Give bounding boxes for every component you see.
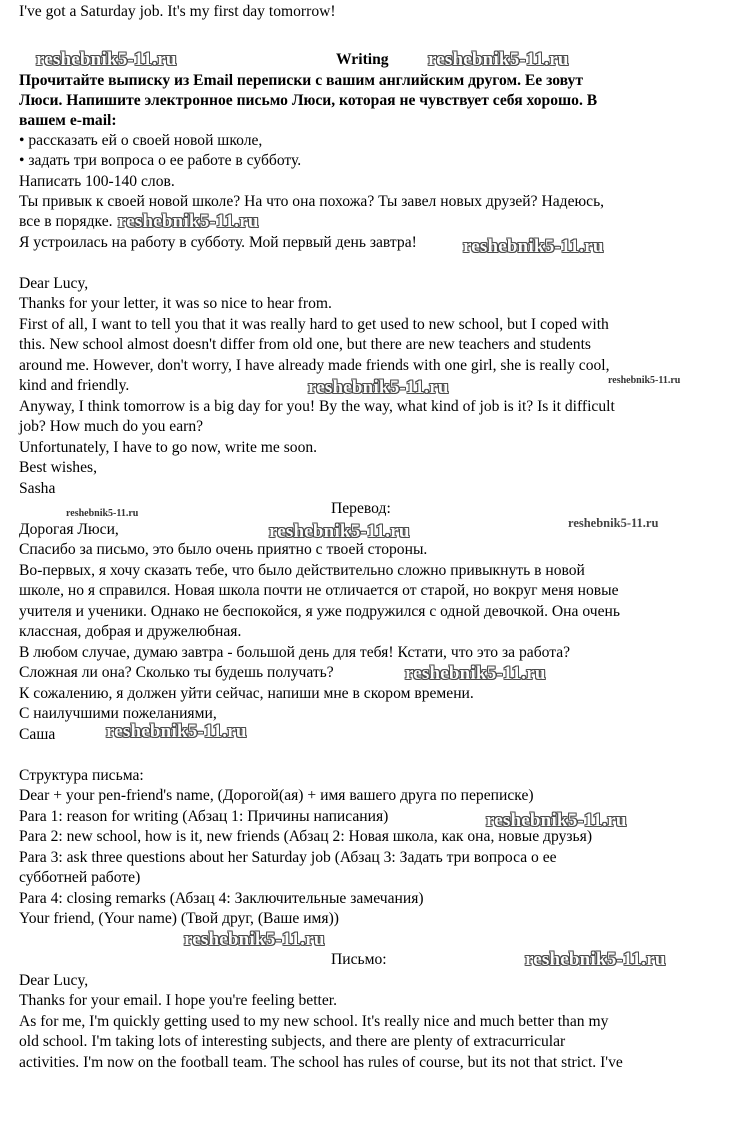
letter2-heading: Письмо: bbox=[331, 951, 387, 968]
task-bullet-2: • задать три вопроса о ее работе в субботу. bbox=[19, 152, 302, 169]
structure-line-1: Dear + your pen-friend's name, (Дорогой(ая) + имя вашего друга по переписке) bbox=[19, 787, 534, 804]
task-line-2: Люси. Напишите электронное письмо Люси, которая не чувствует себя хорошо. В bbox=[19, 92, 598, 109]
letter1-line-8: Unfortunately, I have to go now, write me soon. bbox=[19, 439, 318, 456]
watermark: reshebnik5-11.ru bbox=[486, 810, 627, 831]
letter2-line-1: Thanks for your email. I hope you're feeling better. bbox=[19, 992, 338, 1009]
translation-line-6: В любом случае, думаю завтра - большой день для тебя! Кстати, что это за работа? bbox=[19, 644, 571, 661]
translation-line-3: школе, но я справился. Новая школа почти не отличается от старой, но вокруг меня новые bbox=[19, 582, 619, 599]
translation-greeting: Дорогая Люси, bbox=[19, 521, 119, 538]
letter1-line-1: Thanks for your letter, it was so nice to hear from. bbox=[19, 295, 332, 312]
letter1-signature: Sasha bbox=[19, 480, 56, 497]
task-quote-2: все в порядке. bbox=[19, 213, 113, 230]
letter1-line-3: this. New school almost doesn't differ from old one, but there are new teachers and students bbox=[19, 336, 591, 353]
task-word-count: Написать 100-140 слов. bbox=[19, 173, 175, 190]
watermark: reshebnik5-11.ru bbox=[405, 663, 546, 684]
letter2-line-2: As for me, I'm quickly getting used to my new school. It's really nice and much better than my bbox=[19, 1013, 609, 1030]
structure-line-3: Para 2: new school, how is it, new friends (Абзац 2: Новая школа, как она, новые друзья) bbox=[19, 828, 593, 845]
letter2-line-3: old school. I'm taking lots of interesting subjects, and there are plenty of extracurricular bbox=[19, 1033, 566, 1050]
watermark: reshebnik5-11.ru bbox=[463, 236, 604, 257]
letter1-line-7: job? How much do you earn? bbox=[19, 418, 204, 435]
task-quote-1: Ты привык к своей новой школе? На что она похожа? Ты завел новых друзей? Надеюсь, bbox=[19, 193, 605, 210]
watermark: reshebnik5-11.ru bbox=[184, 929, 325, 950]
task-line-1: Прочитайте выписку из Email переписки с вашим английским другом. Ее зовут bbox=[19, 72, 584, 89]
letter1-line-6: Anyway, I think tomorrow is a big day for you! By the way, what kind of job is it? Is it difficult bbox=[19, 398, 615, 415]
translation-line-4: учителя и ученики. Однако не беспокойся, я уже подружился с одной девочкой. Она очень bbox=[19, 603, 620, 620]
structure-line-5: Para 4: closing remarks (Абзац 4: Заключительные замечания) bbox=[19, 890, 424, 907]
letter1-line-9: Best wishes, bbox=[19, 459, 97, 476]
translation-line-7: Сложная ли она? Сколько ты будешь получать? bbox=[19, 664, 334, 681]
watermark: reshebnik5-11.ru bbox=[608, 375, 681, 386]
watermark: reshebnik5-11.ru bbox=[308, 377, 449, 398]
watermark: reshebnik5-11.ru bbox=[36, 49, 177, 70]
writing-label: Writing bbox=[336, 51, 389, 68]
task-quote-3: Я устроилась на работу в субботу. Мой первый день завтра! bbox=[19, 234, 417, 251]
translation-signature: Саша bbox=[19, 726, 56, 743]
watermark: reshebnik5-11.ru bbox=[106, 721, 247, 742]
structure-heading: Структура письма: bbox=[19, 767, 144, 784]
watermark: reshebnik5-11.ru bbox=[269, 521, 410, 542]
letter1-line-5: kind and friendly. bbox=[19, 377, 130, 394]
watermark: reshebnik5-11.ru bbox=[428, 49, 569, 70]
translation-line-8: К сожалению, я должен уйти сейчас, напиши мне в скором времени. bbox=[19, 685, 474, 702]
letter1-greeting: Dear Lucy, bbox=[19, 275, 89, 292]
translation-heading: Перевод: bbox=[331, 500, 391, 517]
task-bullet-1: • рассказать ей о своей новой школе, bbox=[19, 132, 263, 149]
task-line-3: вашем e-mail: bbox=[19, 112, 117, 129]
watermark: reshebnik5-11.ru bbox=[525, 949, 666, 970]
intro-line: I've got a Saturday job. It's my first day tomorrow! bbox=[19, 3, 336, 20]
watermark: reshebnik5-11.ru bbox=[66, 508, 139, 519]
translation-line-2: Во-первых, я хочу сказать тебе, что было действительно сложно привыкнуть в новой bbox=[19, 562, 585, 579]
watermark: reshebnik5-11.ru bbox=[568, 516, 659, 530]
letter2-greeting: Dear Lucy, bbox=[19, 972, 89, 989]
structure-line-4: Para 3: ask three questions about her Saturday job (Абзац 3: Задать три вопроса о ее bbox=[19, 849, 557, 866]
translation-line-9: С наилучшими пожеланиями, bbox=[19, 705, 217, 722]
structure-line-6: Your friend, (Your name) (Твой друг, (Ваше имя)) bbox=[19, 910, 339, 927]
letter1-line-4: around me. However, don't worry, I have already made friends with one girl, she is really cool, bbox=[19, 357, 610, 374]
watermark: reshebnik5-11.ru bbox=[118, 211, 259, 232]
structure-line-4b: субботней работе) bbox=[19, 869, 141, 886]
translation-line-1: Спасибо за письмо, это было очень приятно с твоей стороны. bbox=[19, 541, 428, 558]
letter1-line-2: First of all, I want to tell you that it was really hard to get used to new school, but I coped with bbox=[19, 316, 609, 333]
letter2-line-4: activities. I'm now on the football team. The school has rules of course, but its not that strict. I've bbox=[19, 1054, 623, 1071]
translation-line-5: классная, добрая и дружелюбная. bbox=[19, 623, 242, 640]
structure-line-2: Para 1: reason for writing (Абзац 1: Причины написания) bbox=[19, 808, 389, 825]
